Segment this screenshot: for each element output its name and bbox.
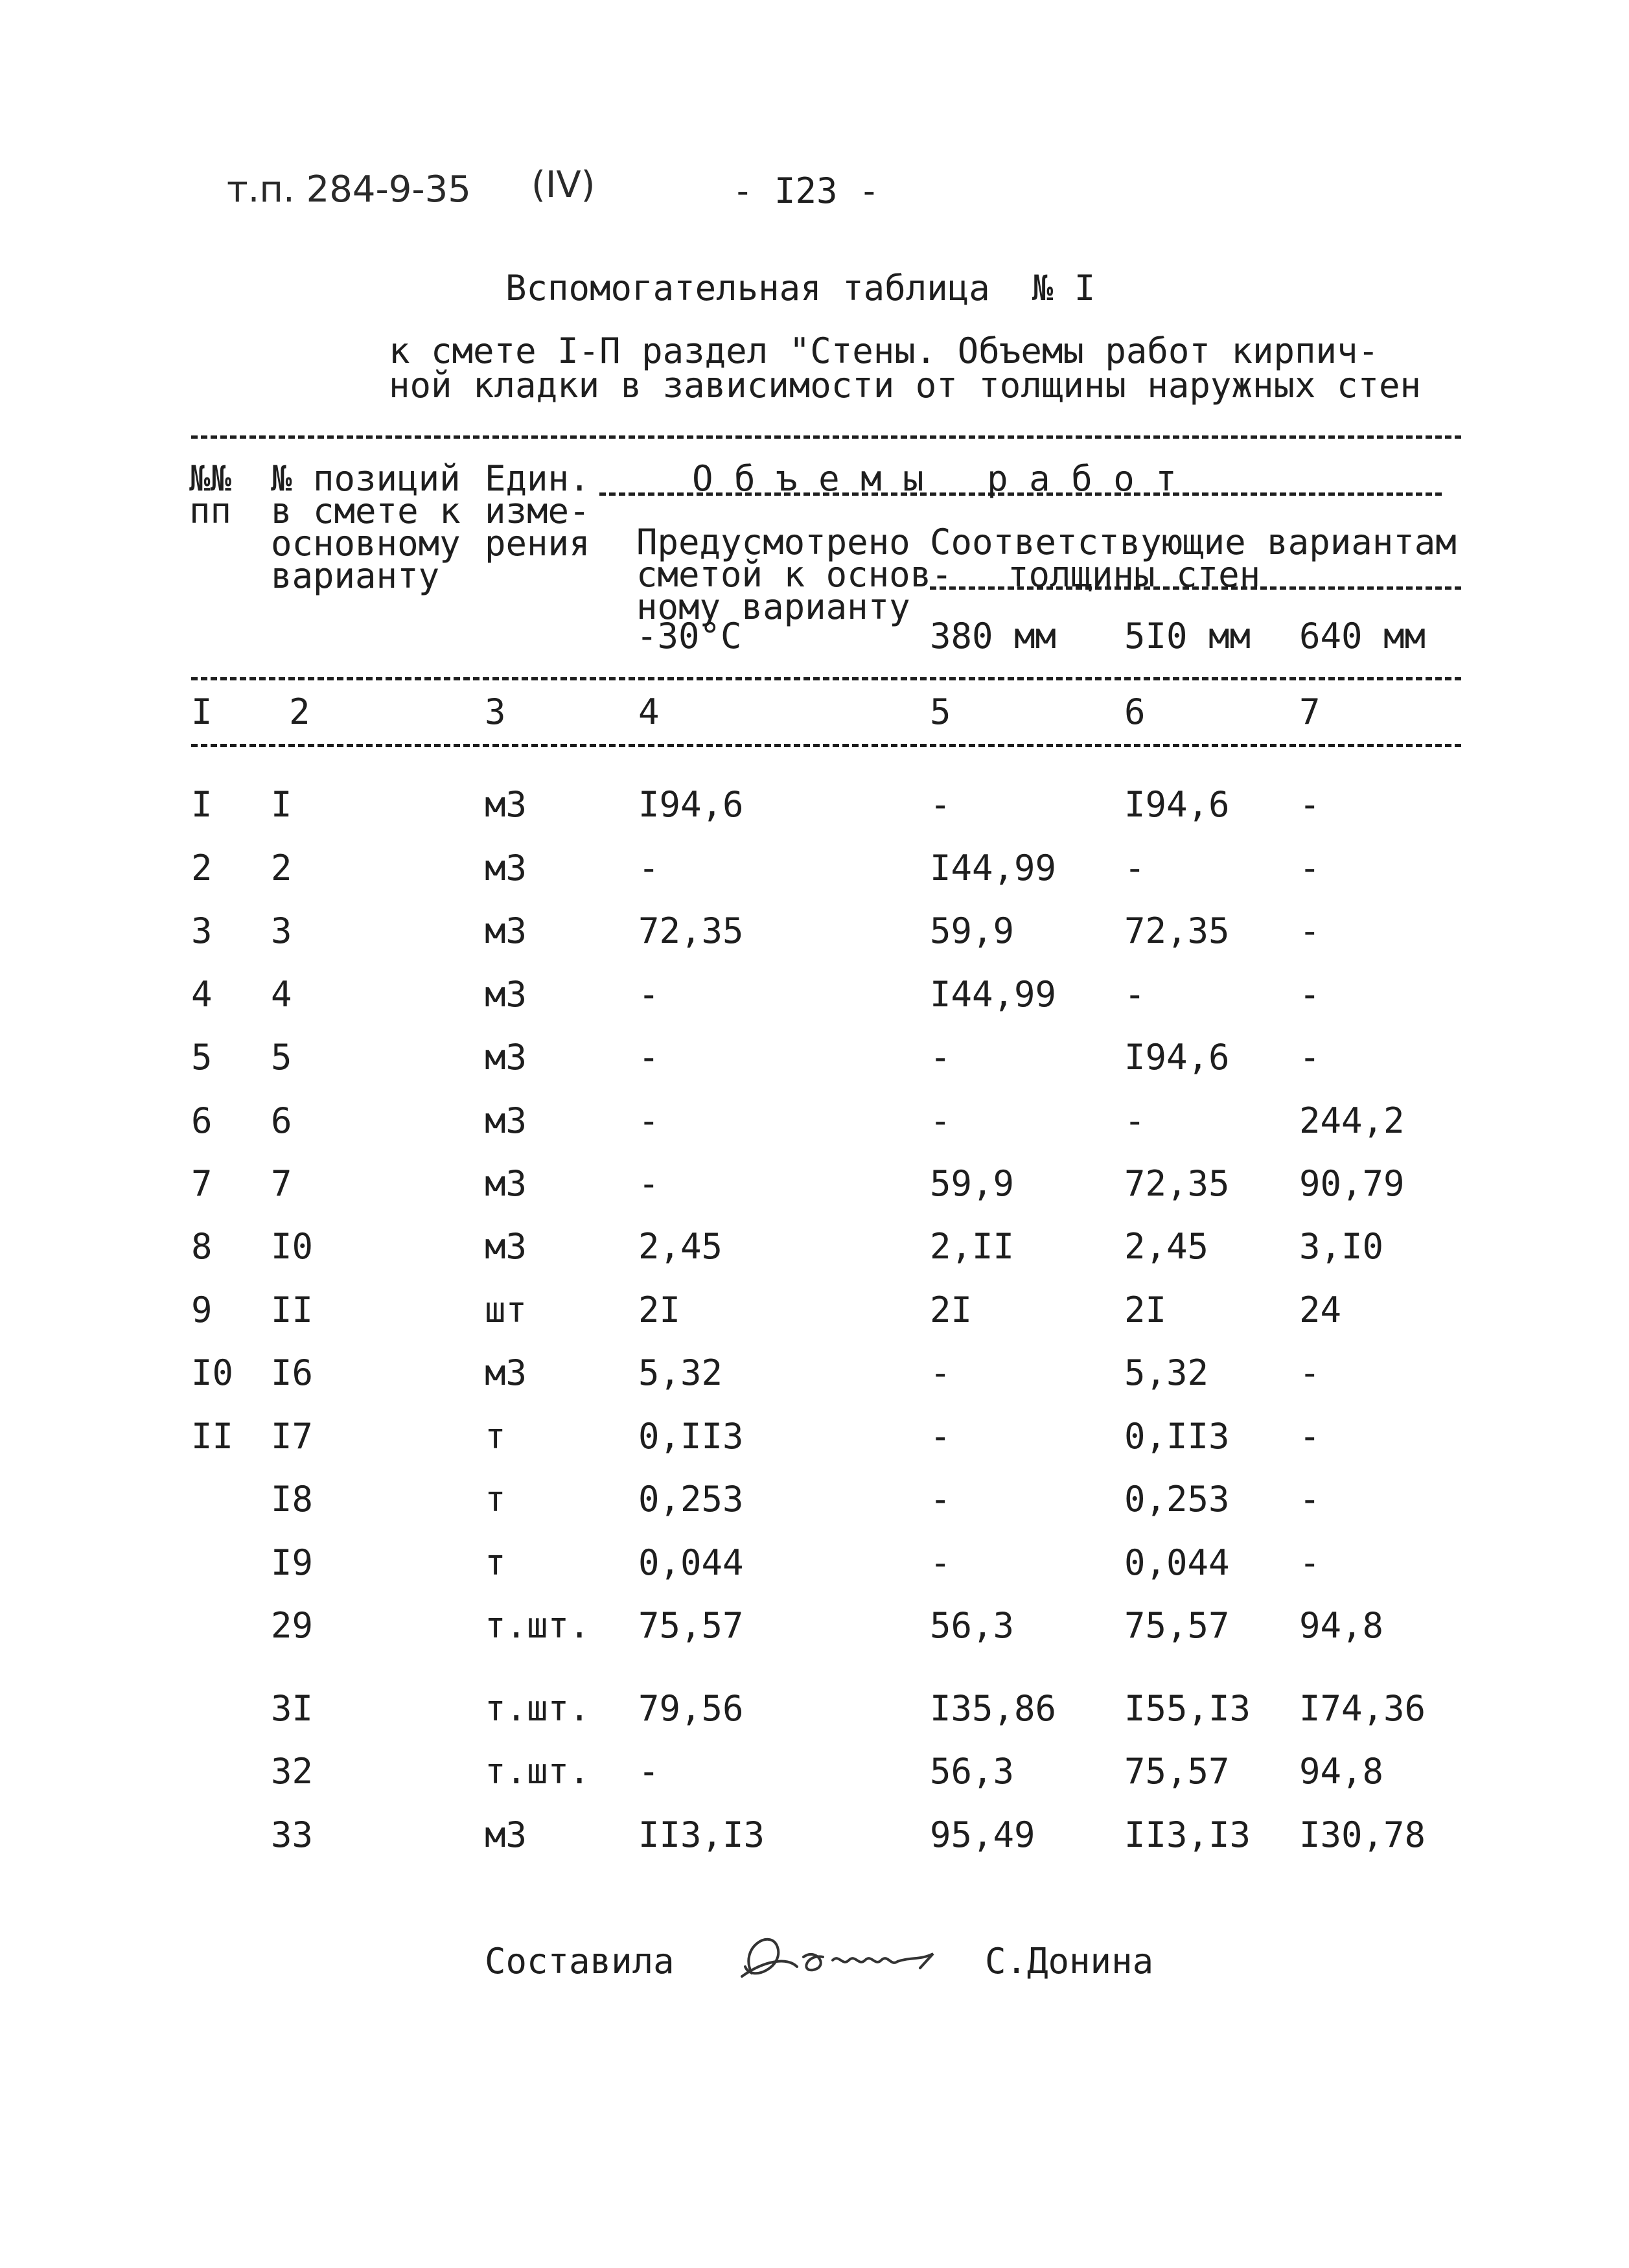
cell-volume-380mm: 2,II — [930, 1226, 1015, 1267]
cell-position-number: I — [271, 784, 292, 825]
cell-volume-380mm: 59,9 — [930, 1163, 1015, 1204]
cell-volume-510mm: - — [1124, 974, 1146, 1015]
cell-volume-380mm: I44,99 — [930, 848, 1057, 888]
cell-unit: м3 — [485, 1163, 527, 1204]
cell-base-variant-volume: 0,253 — [638, 1479, 744, 1520]
cell-unit: м3 — [485, 1814, 527, 1855]
cell-volume-510mm: I55,I3 — [1124, 1688, 1251, 1729]
cell-volume-640mm: - — [1299, 784, 1321, 825]
cell-volume-380mm: I35,86 — [930, 1688, 1057, 1729]
document-reference: т.п. 284-9-35 — [227, 168, 471, 211]
cell-row-number: 6 — [191, 1100, 213, 1141]
col-number-6: 6 — [1124, 691, 1146, 732]
cell-unit: м3 — [485, 974, 527, 1015]
cell-volume-510mm: I94,6 — [1124, 784, 1230, 825]
cell-volume-640mm: 94,8 — [1299, 1605, 1384, 1646]
header-group-volumes: О б ъ е м ы р а б о т — [692, 458, 1177, 499]
cell-row-number: 2 — [191, 848, 213, 888]
table-title: Вспомогательная таблица № I — [505, 268, 1096, 308]
cell-volume-640mm: - — [1299, 910, 1321, 951]
cell-row-number: 5 — [191, 1037, 213, 1078]
cell-base-variant-volume: 0,044 — [638, 1542, 744, 1583]
cell-base-variant-volume: 75,57 — [638, 1605, 744, 1646]
header-col3-line2: изме- — [485, 491, 590, 531]
cell-unit: т.шт. — [485, 1751, 590, 1792]
col-number-5: 5 — [930, 691, 951, 732]
cell-position-number: 32 — [271, 1751, 314, 1792]
cell-volume-380mm: - — [930, 1542, 951, 1583]
col-number-3: 3 — [485, 691, 506, 732]
cell-position-number: 29 — [271, 1605, 314, 1646]
cell-unit: т.шт. — [485, 1605, 590, 1646]
cell-volume-510mm: I94,6 — [1124, 1037, 1230, 1078]
header-col1-line2: пп — [189, 491, 232, 531]
cell-volume-380mm: - — [930, 784, 951, 825]
cell-volume-380mm: 2I — [930, 1290, 973, 1330]
header-col3-line3: рения — [485, 523, 590, 564]
cell-volume-640mm: 94,8 — [1299, 1751, 1384, 1792]
cell-base-variant-volume: - — [638, 848, 660, 888]
cell-row-number: I0 — [191, 1352, 234, 1393]
cell-unit: м3 — [485, 1037, 527, 1078]
cell-base-variant-volume: 72,35 — [638, 910, 744, 951]
header-col4-line2: сметой к основ- — [636, 554, 953, 595]
cell-volume-380mm: 95,49 — [930, 1814, 1035, 1855]
cell-base-variant-volume: 79,56 — [638, 1688, 744, 1729]
cell-base-variant-volume: - — [638, 1163, 660, 1204]
cell-position-number: II — [271, 1290, 314, 1330]
cell-volume-510mm: 72,35 — [1124, 1163, 1230, 1204]
cell-base-variant-volume: 2I — [638, 1290, 681, 1330]
cell-volume-380mm: - — [930, 1037, 951, 1078]
cell-position-number: I8 — [271, 1479, 314, 1520]
cell-unit: м3 — [485, 784, 527, 825]
cell-volume-510mm: 0,253 — [1124, 1479, 1230, 1520]
cell-position-number: I7 — [271, 1416, 314, 1457]
cell-unit: м3 — [485, 1100, 527, 1141]
subtitle-line-1: к смете I-П раздел "Стены. Объемы работ кирпич- — [389, 330, 1380, 371]
cell-volume-640mm: 24 — [1299, 1290, 1342, 1330]
cell-volume-510mm: 75,57 — [1124, 1751, 1230, 1792]
cell-position-number: 4 — [271, 974, 292, 1015]
col-number-4: 4 — [638, 691, 660, 732]
cell-base-variant-volume: - — [638, 1751, 660, 1792]
cell-volume-380mm: 56,3 — [930, 1605, 1015, 1646]
cell-unit: м3 — [485, 1352, 527, 1393]
cell-row-number: 3 — [191, 910, 213, 951]
cell-volume-640mm: - — [1299, 1542, 1321, 1583]
col-number-2: 2 — [289, 691, 310, 732]
cell-base-variant-volume: - — [638, 974, 660, 1015]
cell-row-number: 9 — [191, 1290, 213, 1330]
cell-position-number: 2 — [271, 848, 292, 888]
cell-position-number: 6 — [271, 1100, 292, 1141]
cell-position-number: I9 — [271, 1542, 314, 1583]
cell-volume-640mm: - — [1299, 1479, 1321, 1520]
cell-volume-510mm: 5,32 — [1124, 1352, 1209, 1393]
cell-base-variant-volume: - — [638, 1037, 660, 1078]
header-col2-line1: № позиций — [271, 458, 461, 499]
cell-volume-380mm: 56,3 — [930, 1751, 1015, 1792]
cell-row-number: 8 — [191, 1226, 213, 1267]
header-col2-line4: варианту — [271, 555, 440, 596]
header-col2-line3: основному — [271, 523, 461, 564]
header-col2-line2: в смете к — [271, 491, 461, 531]
header-col1-line1: №№ — [189, 458, 232, 499]
header-col6: 5I0 мм — [1124, 616, 1251, 656]
cell-base-variant-volume: - — [638, 1100, 660, 1141]
cell-volume-510mm: 0,044 — [1124, 1542, 1230, 1583]
cell-volume-510mm: 72,35 — [1124, 910, 1230, 951]
cell-volume-640mm: - — [1299, 848, 1321, 888]
document-variant: (IV) — [531, 164, 595, 206]
page-number: - I23 - — [732, 170, 880, 211]
cell-volume-510mm: - — [1124, 848, 1146, 888]
cell-base-variant-volume: 5,32 — [638, 1352, 723, 1393]
header-col5: 380 мм — [930, 616, 1057, 656]
table-top-rule — [191, 435, 1461, 439]
header-col7: 640 мм — [1299, 616, 1426, 656]
cell-volume-510mm: II3,I3 — [1124, 1814, 1251, 1855]
cell-volume-510mm: 0,II3 — [1124, 1416, 1230, 1457]
cell-volume-510mm: - — [1124, 1100, 1146, 1141]
cell-base-variant-volume: II3,I3 — [638, 1814, 765, 1855]
compiled-by-label: Составила — [485, 1941, 675, 1982]
cell-volume-640mm: - — [1299, 1352, 1321, 1393]
cell-position-number: I6 — [271, 1352, 314, 1393]
cell-volume-380mm: - — [930, 1100, 951, 1141]
cell-volume-380mm: 59,9 — [930, 910, 1015, 951]
header-group-variants: Соответствующие вариантам — [930, 522, 1457, 562]
cell-unit: м3 — [485, 1226, 527, 1267]
cell-volume-510mm: 2,45 — [1124, 1226, 1209, 1267]
compiler-name: С.Донина — [985, 1941, 1154, 1982]
cell-volume-640mm: I30,78 — [1299, 1814, 1426, 1855]
header-bottom-rule — [191, 677, 1461, 680]
col-number-1: I — [191, 691, 213, 732]
cell-unit: т — [485, 1542, 506, 1583]
cell-position-number: 7 — [271, 1163, 292, 1204]
header-group-thickness: толщины стен — [1008, 554, 1261, 595]
header-col4-line3: ному варианту — [636, 586, 910, 627]
cell-volume-380mm: - — [930, 1416, 951, 1457]
cell-volume-640mm: - — [1299, 974, 1321, 1015]
cell-unit: м3 — [485, 910, 527, 951]
header-col3-line1: Един. — [485, 458, 590, 499]
cell-row-number: 4 — [191, 974, 213, 1015]
cell-row-number: I — [191, 784, 213, 825]
col-numbers-bottom-rule — [191, 744, 1461, 747]
cell-base-variant-volume: 0,II3 — [638, 1416, 744, 1457]
cell-volume-640mm: - — [1299, 1416, 1321, 1457]
cell-row-number: II — [191, 1416, 234, 1457]
cell-position-number: 33 — [271, 1814, 314, 1855]
cell-base-variant-volume: 2,45 — [638, 1226, 723, 1267]
header-col4-line1: Предусмотрено — [636, 522, 910, 562]
cell-volume-640mm: 90,79 — [1299, 1163, 1405, 1204]
cell-position-number: 3I — [271, 1688, 314, 1729]
cell-unit: т — [485, 1479, 506, 1520]
cell-volume-640mm: - — [1299, 1037, 1321, 1078]
cell-base-variant-volume: I94,6 — [638, 784, 744, 825]
cell-unit: шт — [485, 1290, 527, 1330]
cell-position-number: 5 — [271, 1037, 292, 1078]
cell-position-number: I0 — [271, 1226, 314, 1267]
cell-volume-380mm: I44,99 — [930, 974, 1057, 1015]
cell-volume-510mm: 2I — [1124, 1290, 1167, 1330]
cell-unit: м3 — [485, 848, 527, 888]
cell-volume-640mm: 244,2 — [1299, 1100, 1405, 1141]
cell-volume-640mm: I74,36 — [1299, 1688, 1426, 1729]
header-col4-line4: -30°C — [636, 616, 742, 656]
cell-unit: т — [485, 1416, 506, 1457]
col-number-7: 7 — [1299, 691, 1321, 732]
cell-volume-640mm: 3,I0 — [1299, 1226, 1384, 1267]
cell-volume-510mm: 75,57 — [1124, 1605, 1230, 1646]
subtitle-line-2: ной кладки в зависимости от толщины наружных стен — [389, 365, 1422, 406]
cell-position-number: 3 — [271, 910, 292, 951]
cell-row-number: 7 — [191, 1163, 213, 1204]
cell-unit: т.шт. — [485, 1688, 590, 1729]
cell-volume-380mm: - — [930, 1352, 951, 1393]
cell-volume-380mm: - — [930, 1479, 951, 1520]
signature-image — [726, 1921, 985, 1993]
